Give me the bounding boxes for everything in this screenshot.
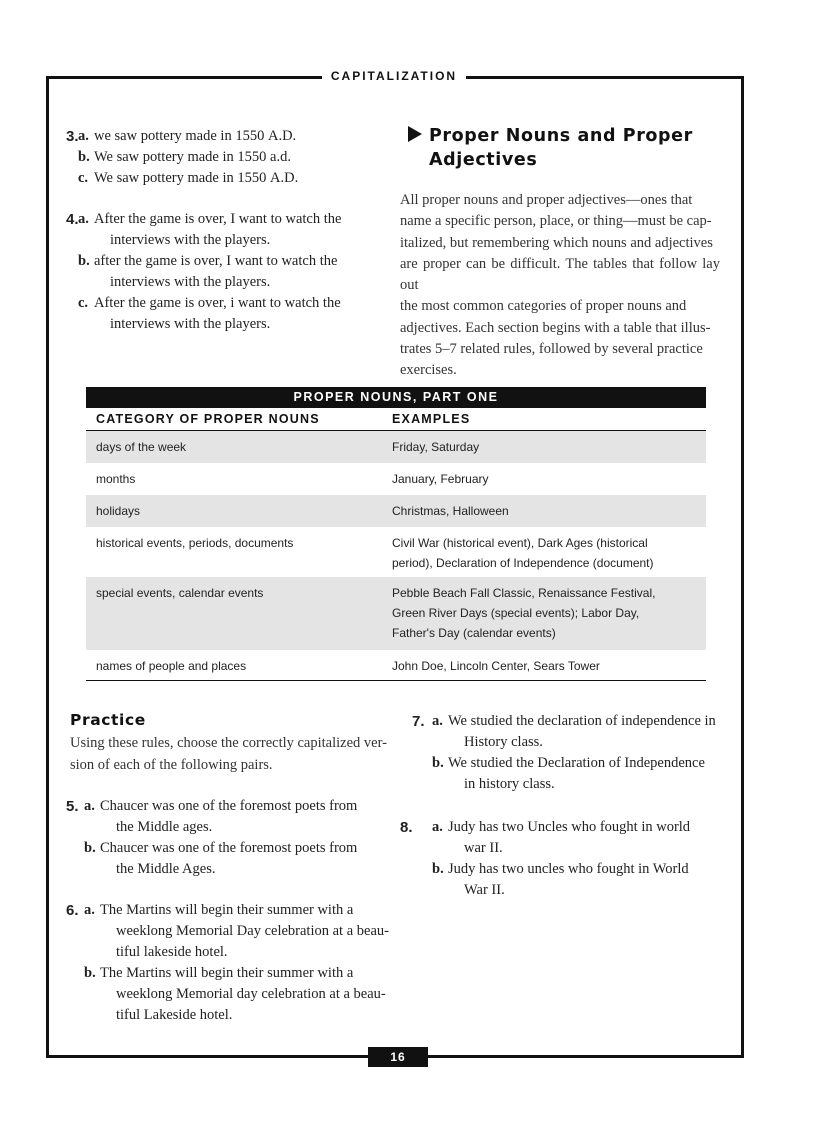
- frame-left-rule: [46, 76, 49, 1058]
- example-line: Civil War (historical event), Dark Ages (historical: [392, 536, 648, 550]
- frame-bottom-left-rule: [46, 1055, 368, 1058]
- practice-heading: Practice: [70, 711, 146, 729]
- exercise-number: 3.: [66, 128, 79, 145]
- option-line: the Middle Ages.: [116, 861, 216, 877]
- row-category: historical events, periods, documents: [96, 536, 294, 550]
- option-letter: b.: [432, 861, 444, 877]
- exercise-option: [64, 126, 384, 147]
- exercise-option: [64, 796, 400, 838]
- table-row: [86, 527, 706, 577]
- option-line: War II.: [464, 882, 505, 898]
- option-letter: a.: [432, 713, 443, 729]
- practice-intro: [70, 733, 400, 776]
- body-line: adjectives. Each section begins with a table that illus-: [400, 319, 711, 336]
- exercise-8: [398, 817, 728, 901]
- option-line: After the game is over, i want to watch the: [94, 295, 341, 311]
- body-line: name a specific person, place, or thing—must be cap-: [400, 213, 712, 230]
- section-heading: [408, 124, 728, 172]
- example-line: Green River Days (special events); Labor Day,: [392, 606, 640, 620]
- table-title: PROPER NOUNS, PART ONE: [86, 387, 706, 408]
- option-line: Judy has two uncles who fought in World: [448, 861, 689, 877]
- option-letter: c.: [78, 170, 89, 186]
- option-line: After the game is over, I want to watch the: [94, 211, 342, 227]
- table-row: [86, 463, 706, 495]
- exercise-option: [64, 147, 384, 168]
- intro-line: sion of each of the following pairs.: [70, 756, 273, 773]
- exercise-option: [64, 963, 400, 1026]
- row-category: special events, calendar events: [96, 586, 264, 600]
- body-line: All proper nouns and proper adjectives—ones that: [400, 192, 693, 208]
- option-letter: a.: [84, 902, 95, 918]
- option-line: tiful lakeside hotel.: [116, 944, 228, 960]
- option-line: The Martins will begin their summer with a: [100, 965, 354, 981]
- option-text: We saw pottery made in 1550: [94, 170, 271, 186]
- option-letter: b.: [84, 965, 96, 981]
- option-line: interviews with the players.: [110, 274, 271, 290]
- example-line: Father's Day (calendar events): [392, 626, 556, 640]
- option-line: We studied the declaration of independence in: [448, 713, 716, 729]
- row-examples: January, February: [392, 472, 489, 486]
- exercise-option: [64, 251, 394, 293]
- option-line: after the game is over, I want to watch the: [94, 253, 338, 269]
- table-row: [86, 650, 706, 680]
- exercise-7: [398, 711, 728, 795]
- exercise-option: [398, 711, 728, 753]
- body-line: are proper can be difficult. The tables that follow lay out: [400, 255, 720, 294]
- row-examples: John Doe, Lincoln Center, Sears Tower: [392, 659, 600, 673]
- option-line: in history class.: [464, 776, 555, 792]
- exercise-5: [64, 796, 400, 880]
- option-line: History class.: [464, 734, 543, 750]
- exercise-option: [64, 838, 400, 880]
- table-row: [86, 431, 706, 463]
- option-small-caps: A.D.: [267, 128, 297, 144]
- table-bottom-rule: [86, 680, 706, 681]
- example-line: period), Declaration of Independence (document): [392, 556, 654, 570]
- option-letter: a.: [84, 798, 95, 814]
- frame-top-left-rule: [46, 76, 322, 79]
- option-line: tiful Lakeside hotel.: [116, 1007, 233, 1023]
- row-category: names of people and places: [96, 659, 247, 673]
- exercise-option: [398, 753, 728, 795]
- table-header-row: [86, 408, 706, 431]
- option-line: weeklong Memorial Day celebration at a beau-: [116, 923, 389, 939]
- body-line: exercises.: [400, 362, 457, 379]
- example-line: Pebble Beach Fall Classic, Renaissance Festival,: [392, 586, 656, 600]
- option-line: the Middle ages.: [116, 819, 213, 835]
- exercise-3: [64, 126, 384, 189]
- intro-line: Using these rules, choose the correctly capitalized ver-: [70, 735, 387, 751]
- row-examples: [392, 583, 692, 643]
- section-heading-line: Adjectives: [429, 150, 538, 170]
- option-letter: c.: [78, 295, 89, 311]
- column-header-examples: EXAMPLES: [392, 412, 471, 426]
- option-letter: a.: [78, 211, 89, 227]
- row-category: holidays: [96, 504, 141, 518]
- option-letter: b.: [432, 755, 444, 771]
- frame-bottom-right-rule: [428, 1055, 744, 1058]
- exercise-number: 7.: [412, 713, 425, 730]
- exercise-option: [64, 209, 394, 251]
- exercise-number: 4.: [66, 211, 79, 228]
- row-examples: [392, 533, 692, 573]
- option-line: Judy has two Uncles who fought in world: [448, 819, 691, 835]
- exercise-option: [64, 168, 384, 189]
- option-line: interviews with the players.: [110, 316, 271, 332]
- row-examples: Friday, Saturday: [392, 440, 480, 454]
- option-letter: b.: [84, 840, 96, 856]
- option-line: Chaucer was one of the foremost poets from: [100, 798, 358, 814]
- exercise-6: [64, 900, 400, 1026]
- frame-top-right-rule: [466, 76, 744, 79]
- table-row: [86, 495, 706, 527]
- option-text: we saw pottery made in 1550: [94, 128, 268, 144]
- body-line: the most common categories of proper nouns and: [400, 298, 687, 315]
- column-header-category: CATEGORY OF PROPER NOUNS: [96, 412, 320, 426]
- exercise-option: [398, 859, 728, 901]
- option-line: weeklong Memorial day celebration at a beau-: [116, 986, 386, 1002]
- body-line: trates 5–7 related rules, followed by several practice: [400, 341, 703, 358]
- option-text: We saw pottery made in 1550 a.d.: [94, 149, 291, 165]
- section-heading-line: Proper Nouns and Proper: [429, 126, 693, 146]
- exercise-number: 6.: [66, 902, 79, 919]
- proper-nouns-table: [86, 387, 706, 681]
- exercise-option: [64, 900, 400, 963]
- option-line: Chaucer was one of the foremost poets from: [100, 840, 358, 856]
- exercise-option: [398, 817, 728, 859]
- option-line: interviews with the players.: [110, 232, 271, 248]
- frame-right-rule: [741, 76, 744, 1058]
- option-letter: b.: [78, 149, 90, 165]
- section-body: [400, 190, 720, 382]
- table-row: [86, 577, 706, 650]
- option-line: war II.: [464, 840, 503, 856]
- body-line: italized, but remembering which nouns and adjectives: [400, 234, 713, 251]
- page-number: 16: [368, 1047, 428, 1067]
- exercise-number: 5.: [66, 798, 79, 815]
- exercise-option: [64, 293, 394, 335]
- exercise-4: [64, 209, 394, 335]
- running-header: CAPITALIZATION: [330, 69, 458, 83]
- option-small-caps: A.D.: [270, 170, 299, 186]
- option-letter: a.: [432, 819, 443, 835]
- option-letter: b.: [78, 253, 90, 269]
- exercise-number: 8.: [400, 819, 413, 836]
- option-line: The Martins will begin their summer with a: [100, 902, 354, 918]
- row-category: days of the week: [96, 440, 187, 454]
- option-letter: a.: [78, 128, 89, 144]
- option-line: We studied the Declaration of Independence: [448, 755, 705, 771]
- row-examples: Christmas, Halloween: [392, 504, 509, 518]
- row-category: months: [96, 472, 136, 486]
